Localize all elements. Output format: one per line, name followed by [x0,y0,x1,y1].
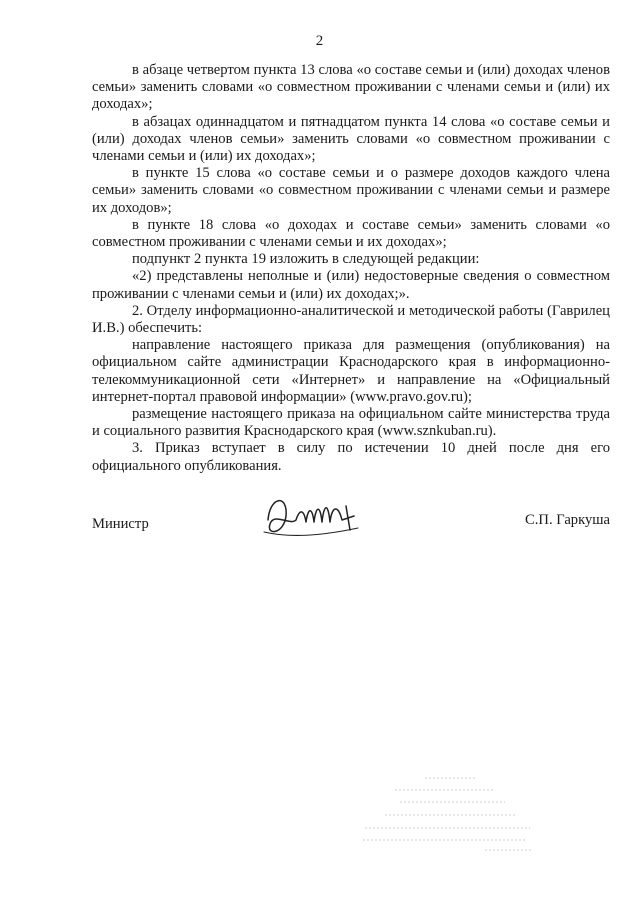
signatory-title: Министр [92,516,149,532]
signatory-name: С.П. Гаркуша [525,512,610,528]
paragraph: размещение настоящего приказа на официальном сайте министерства труда и социального развития Краснодарского края (www.sznkuban.ru). [92,406,610,440]
paragraph: 3. Приказ вступает в силу по истечении 10 дней после дня его официального опубликования. [92,440,610,474]
paragraph: «2) представлены неполные и (или) недостоверные сведения о совместном проживании с членами семьи и (или) их доходах;». [92,268,610,302]
signature-block [92,508,610,548]
paragraph: подпункт 2 пункта 19 изложить в следующей редакции: [132,251,480,268]
paragraph: в абзацах одиннадцатом и пятнадцатом пункта 14 слова «о составе семьи и (или) доходах членов семьи» заменить словами «о совместном проживании с членами семьи и (или) их доходах»; [92,113,610,165]
paragraph: направление настоящего приказа для размещения (опубликования) на официальном сайте администрации Краснодарского края в информационно-телекоммуникационной сети «Интернет» и направление на «Официальный интернет-портал правовой информации» (www.pravo.gov.ru); [92,337,610,405]
paragraph: в абзаце четвертом пункта 13 слова «о составе семьи и (или) доходах членов семьи» заменить словами «о совместном проживании с членами семьи и (или) их доходах»; [92,62,610,113]
signature-stroke [268,501,354,532]
body-text [92,62,610,475]
signature-flourish [264,528,358,535]
paragraph: 2. Отделу информационно-аналитической и методической работы (Гаврилец И.В.) обеспечить: [92,302,610,337]
stamp-area [355,770,535,855]
paragraph: в пункте 18 слова «о доходах и составе семьи» заменить словами «о совместном проживании с членами семьи и их доходах»; [92,216,610,251]
page-number: 2 [315,33,324,49]
paragraph: в пункте 15 слова «о составе семьи и о размере доходов каждого члена семьи» заменить словами «о совместном проживании с членами семьи и размере их доходов»; [92,165,610,216]
signature-image [260,486,370,542]
